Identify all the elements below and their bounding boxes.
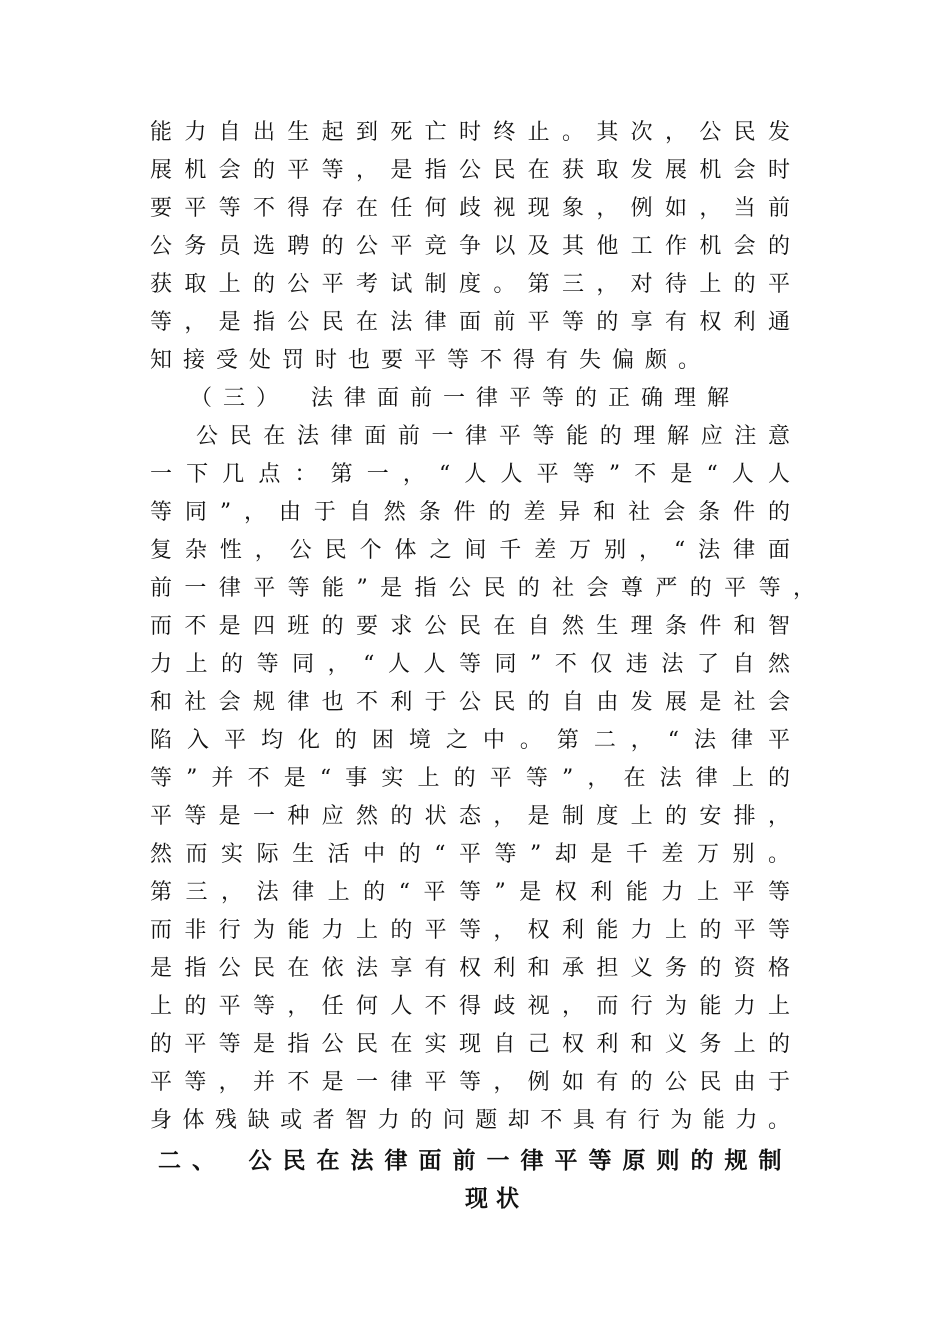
paragraph-line: 能力自出生起到死亡时终止。其次，公民发	[150, 120, 790, 145]
paragraph-line: 等”并不是“事实上的平等”，在法律上的	[150, 766, 790, 791]
paragraph-line: 展机会的平等，是指公民在获取发展机会时	[150, 158, 790, 183]
paragraph-line: 上的平等，任何人不得歧视，而行为能力上	[150, 994, 790, 1019]
subsection-heading: （三） 法律面前一律平等的正确理解	[190, 386, 741, 411]
paragraph-line: 然而实际生活中的“平等”却是千差万别。	[150, 842, 790, 867]
paragraph-line: 平等是一种应然的状态，是制度上的安排，	[150, 804, 790, 829]
paragraph-line: 力上的等同，“人人等同”不仅违法了自然	[150, 652, 790, 677]
paragraph-line: 陷入平均化的困境之中。第二，“法律平	[150, 728, 790, 753]
paragraph-line: 一下几点：第一，“人人平等”不是“人人	[150, 462, 790, 487]
section-heading-continued: 现状	[465, 1185, 527, 1212]
paragraph-line: 而非行为能力上的平等，权利能力上的平等	[150, 918, 790, 943]
paragraph-line: 和社会规律也不利于公民的自由发展是社会	[150, 690, 790, 715]
paragraph-line: 是指公民在依法享有权利和承担义务的资格	[150, 956, 790, 981]
paragraph-line: 要平等不得存在任何歧视现象，例如，当前	[150, 196, 790, 221]
paragraph-line: 知接受处罚时也要平等不得有失偏颇。	[150, 348, 712, 373]
paragraph-line: 而不是四班的要求公民在自然生理条件和智	[150, 614, 790, 639]
paragraph-line: 等同”，由于自然条件的差异和社会条件的	[150, 500, 790, 525]
paragraph-line: 公民在法律面前一律平等能的理解应注意	[196, 424, 790, 449]
paragraph-line: 的平等是指公民在实现自己权利和义务上的	[150, 1032, 790, 1057]
paragraph-line: 等，是指公民在法律面前平等的享有权利通	[150, 310, 790, 335]
paragraph-line: 前一律平等能”是指公民的社会尊严的平等，	[150, 576, 815, 601]
paragraph-line: 第三，法律上的“平等”是权利能力上平等	[150, 880, 790, 905]
paragraph-line: 复杂性，公民个体之间千差万别，“法律面	[150, 538, 790, 563]
section-heading: 二、 公民在法律面前一律平等原则的规制	[158, 1147, 793, 1174]
paragraph-line: 平等，并不是一律平等，例如有的公民由于	[150, 1070, 790, 1095]
paragraph-line: 身体残缺或者智力的问题却不具有行为能力。	[150, 1108, 790, 1133]
paragraph-line: 公务员选聘的公平竞争以及其他工作机会的	[150, 234, 790, 259]
paragraph-line: 获取上的公平考试制度。第三，对待上的平	[150, 272, 790, 297]
